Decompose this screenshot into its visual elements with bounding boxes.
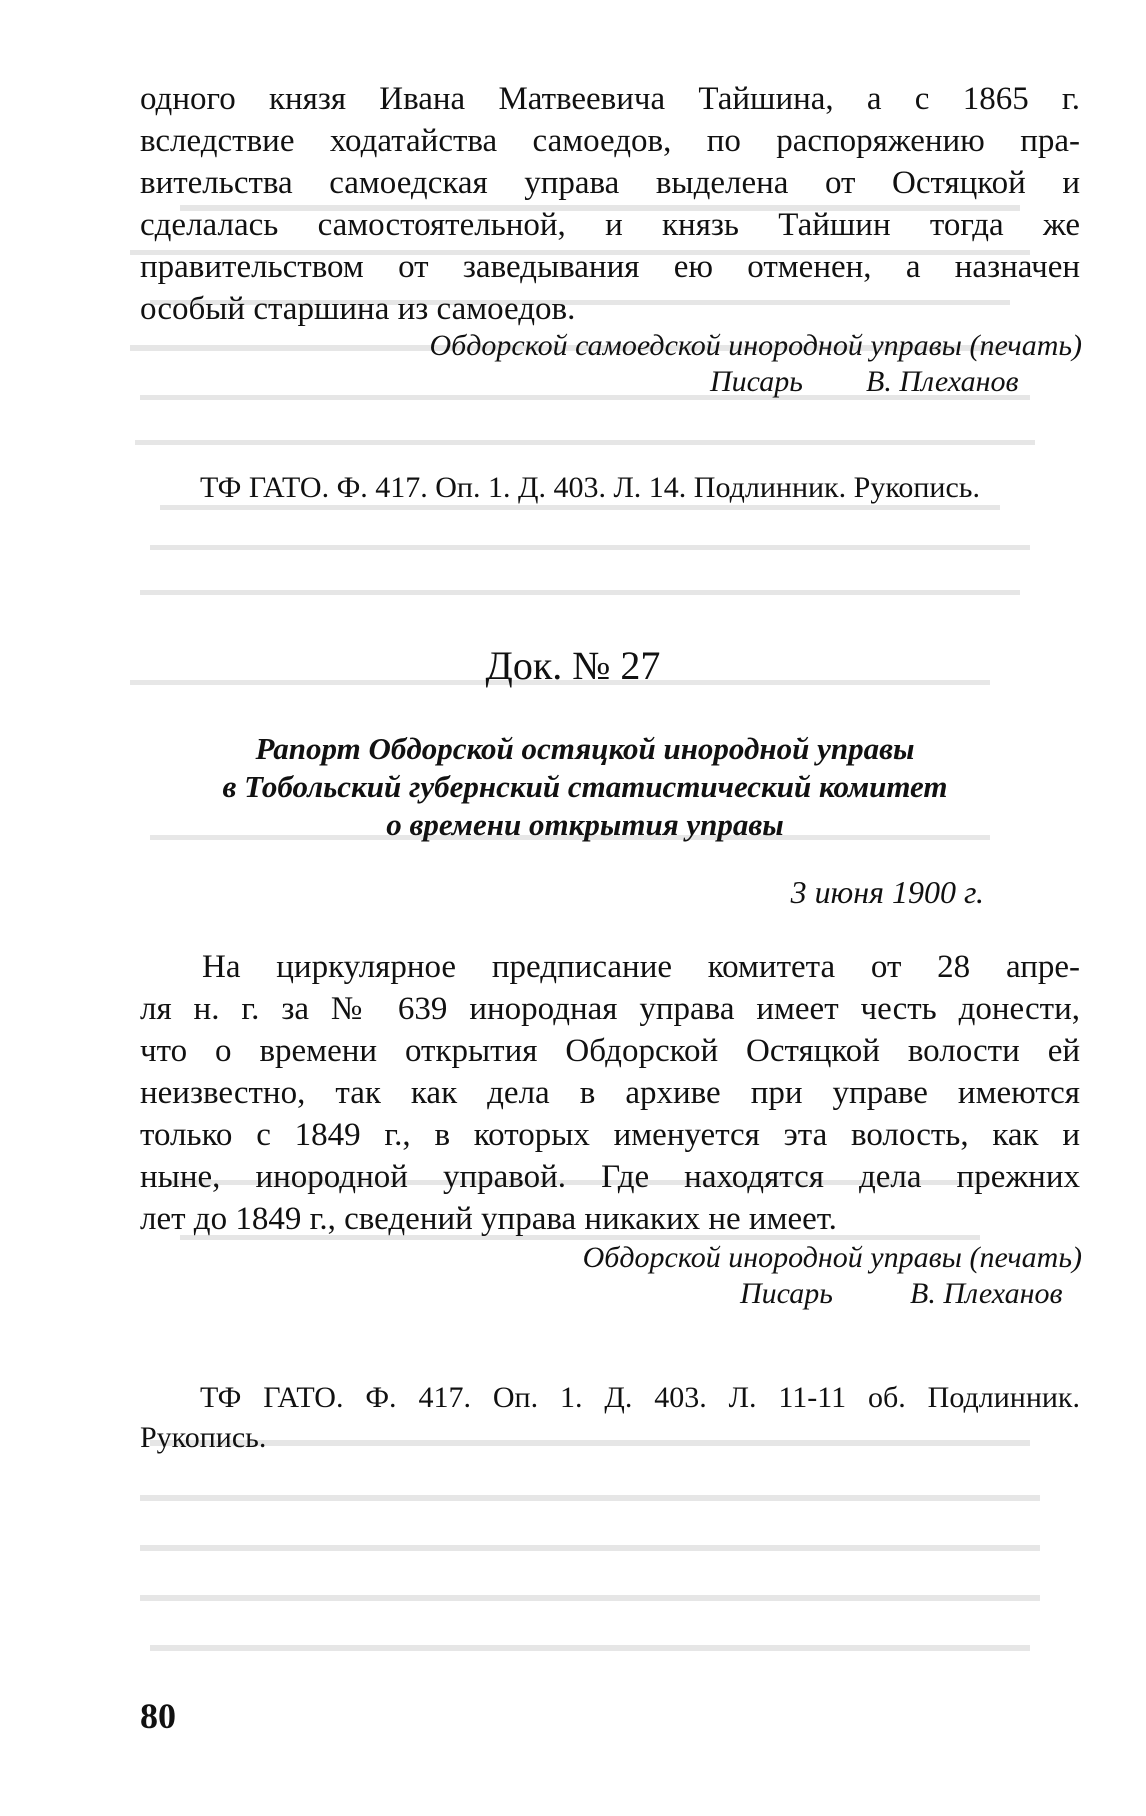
document-number: Док. № 27 — [485, 643, 661, 688]
prev-body-line: сделалась самостоятельной, и князь Тайшин тогда же — [140, 207, 1080, 243]
prev-body-line: правительством от заведывания ею отменен, а назначен — [140, 249, 1080, 285]
citation-line-1: ТФ ГАТО. Ф. 417. Оп. 1. Д. 403. Л. 11-11 об. Подлинник. — [200, 1381, 1080, 1414]
body-line: На циркулярное предписание комитета от 28 апре- — [202, 949, 1080, 985]
document-title-line: в Тобольский губернский статистический комитет — [222, 769, 948, 804]
prev-citation: ТФ ГАТО. Ф. 417. Оп. 1. Д. 403. Л. 14. Подлинник. Рукопись. — [200, 471, 980, 504]
prev-signature-name: В. Плеханов — [866, 365, 1019, 398]
signature-role: Писарь — [740, 1277, 833, 1310]
citation-line-2: Рукопись. — [140, 1421, 267, 1454]
document-body — [140, 946, 1080, 1240]
prev-document-body — [140, 78, 1080, 330]
document-date: 3 июня 1900 г. — [790, 874, 984, 910]
prev-body-line: вследствие ходатайства самоедов, по распоряжению пра- — [140, 123, 1080, 159]
page-number: 80 — [140, 1696, 176, 1736]
signature-name: В. Плеханов — [910, 1277, 1063, 1310]
prev-signature-role: Писарь — [710, 365, 803, 398]
body-line: неизвестно, так как дела в архиве при управе имеются — [140, 1075, 1080, 1111]
document-title — [160, 730, 1010, 844]
prev-body-line: особый старшина из самоедов. — [140, 291, 576, 327]
body-line: ныне, инородной управой. Где находятся дела прежних — [140, 1159, 1080, 1195]
body-line: лет до 1849 г., сведений управа никаких не имеет. — [140, 1201, 837, 1237]
body-line: ля н. г. за № 639 инородная управа имеет честь донести, — [140, 991, 1080, 1027]
prev-body-line: вительства самоедская управа выделена от Остяцкой и — [140, 165, 1080, 201]
prev-signature-org: Обдорской самоедской инородной управы (печать) — [429, 329, 1082, 362]
body-line: что о времени открытия Обдорской Остяцкой волости ей — [140, 1033, 1080, 1069]
document-title-line: о времени открытия управы — [386, 807, 784, 842]
body-line: только с 1849 г., в которых именуется эта волость, как и — [140, 1117, 1080, 1153]
prev-body-line: одного князя Ивана Матвеевича Тайшина, а с 1865 г. — [140, 81, 1080, 117]
document-title-line: Рапорт Обдорской остяцкой инородной управы — [255, 731, 915, 766]
signature-org: Обдорской инородной управы (печать) — [582, 1241, 1082, 1274]
